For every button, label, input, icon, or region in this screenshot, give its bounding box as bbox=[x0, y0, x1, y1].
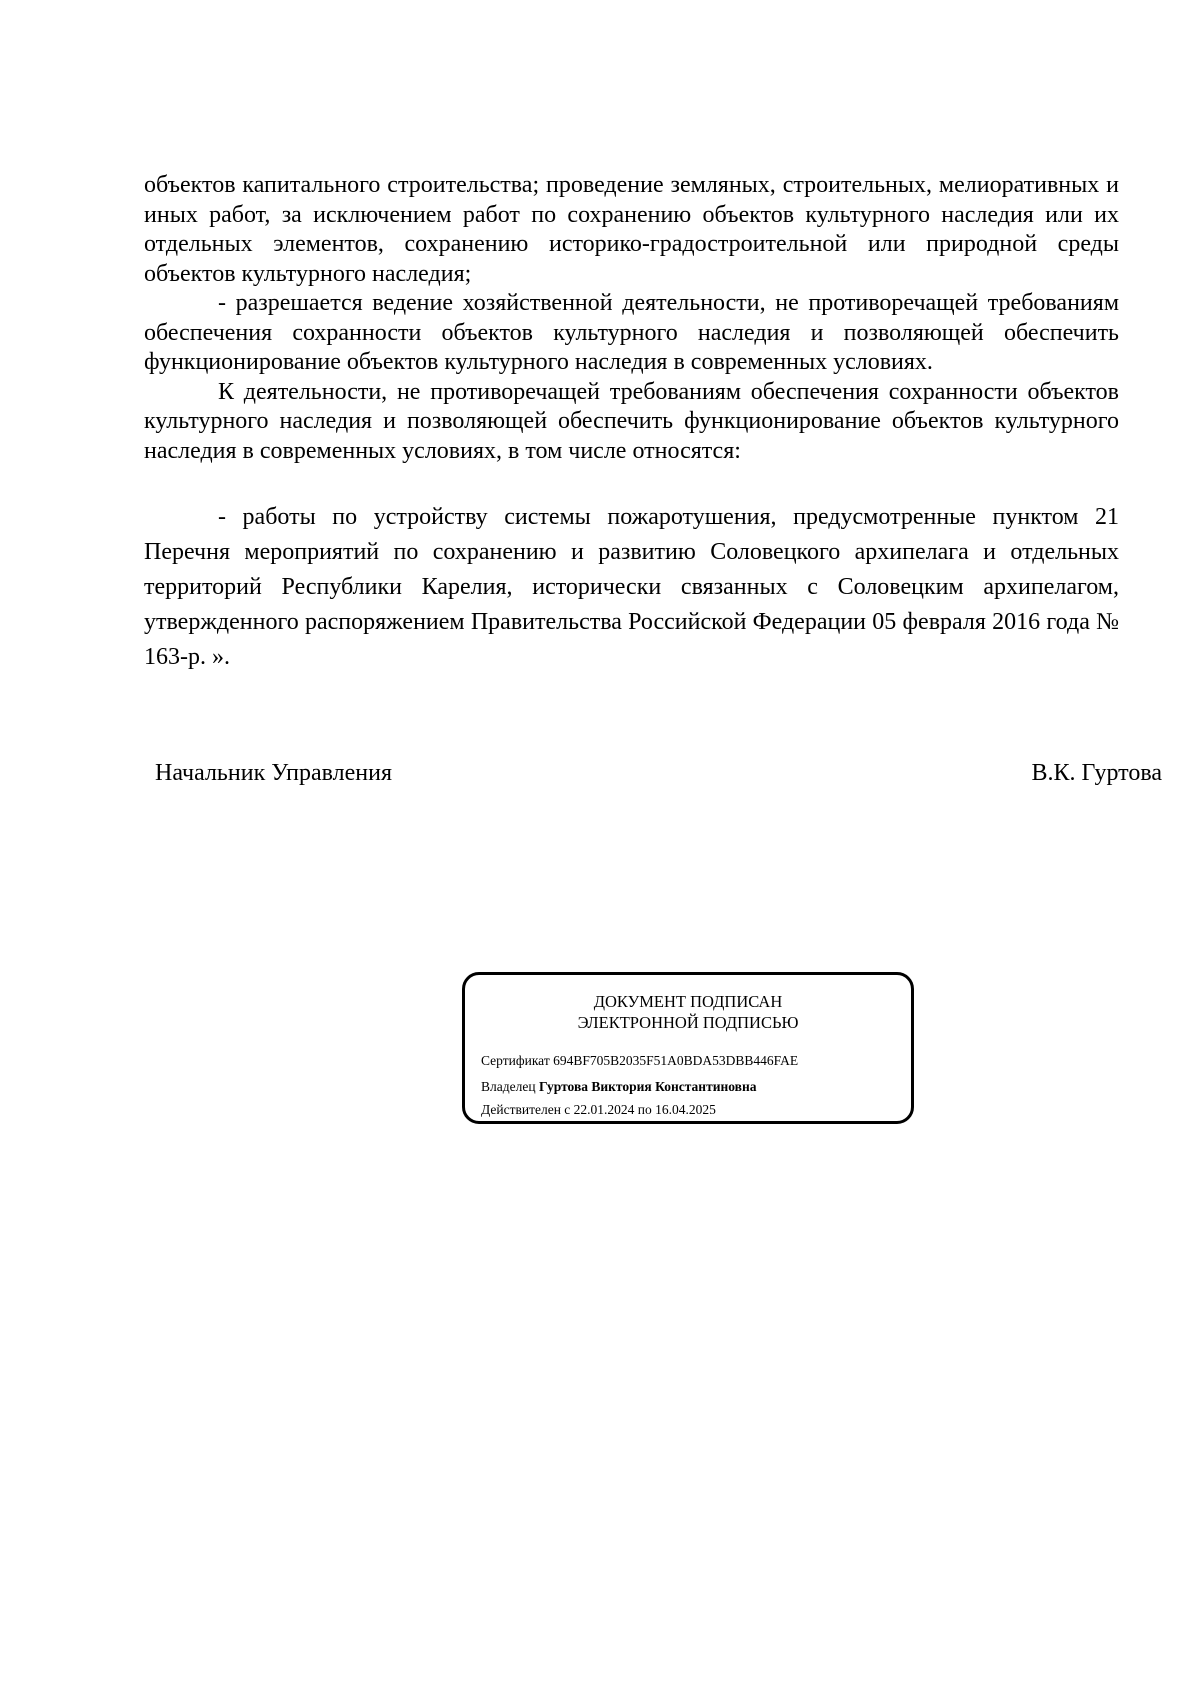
paragraph-continuation: объектов капитального строительства; проведение земляных, строительных, мелиоративных и иных работ, за исключением работ по сохранению объектов культурного наследия или их отдельных элементов, сохранению историко-градостроительной или природной среды объектов культурного наследия; bbox=[144, 172, 1119, 287]
stamp-certificate-line bbox=[481, 1052, 798, 1070]
stamp-owner-line bbox=[481, 1078, 757, 1096]
signatory-position: Начальник Управления bbox=[155, 760, 392, 786]
stamp-title-line-2: ЭЛЕКТРОННОЙ ПОДПИСЬЮ bbox=[577, 1013, 799, 1032]
stamp-valid-to-label: по bbox=[637, 1102, 652, 1117]
stamp-valid-from: 22.01.2024 bbox=[573, 1102, 635, 1117]
electronic-signature-stamp bbox=[462, 972, 914, 1124]
stamp-certificate-value: 694BF705B2035F51A0BDA53DBB446FAE bbox=[553, 1053, 799, 1068]
stamp-certificate-label: Сертификат bbox=[481, 1053, 550, 1068]
paragraph-fire-suppression: - работы по устройству системы пожаротушения, предусмотренные пунктом 21 Перечня мероприятий по сохранению и развитию Соловецкого архипелага и отдельных территорий Республики Карелия, исторически связанных с Соловецким архипелагом, утвержденного распоряжением Правительства Российской Федерации 05 февраля 2016 года № 163-р. ». bbox=[144, 504, 1119, 670]
body-text-block-2 bbox=[144, 500, 1119, 675]
stamp-owner-label: Владелец bbox=[481, 1079, 536, 1094]
paragraph-permitted-activity: - разрешается ведение хозяйственной деятельности, не противоречащей требованиям обеспечения сохранности объектов культурного наследия и позволяющей обеспечить функционирование объектов культурного наследия в современных условиях. bbox=[144, 290, 1119, 375]
stamp-valid-label: Действителен с bbox=[481, 1102, 571, 1117]
stamp-title-line-1: ДОКУМЕНТ ПОДПИСАН bbox=[593, 992, 783, 1011]
stamp-owner-value: Гуртова Виктория Константиновна bbox=[538, 1079, 757, 1094]
paragraph-activity-list-intro: К деятельности, не противоречащей требованиям обеспечения сохранности объектов культурного наследия и позволяющей обеспечить функционирование объектов культурного наследия в современных условиях, в том числе относятся: bbox=[144, 378, 1119, 464]
stamp-valid-to: 16.04.2025 bbox=[655, 1102, 716, 1117]
signatory-name: В.К. Гуртова bbox=[1031, 760, 1162, 786]
body-text-block-1 bbox=[144, 171, 1119, 466]
stamp-validity-line bbox=[481, 1101, 716, 1119]
